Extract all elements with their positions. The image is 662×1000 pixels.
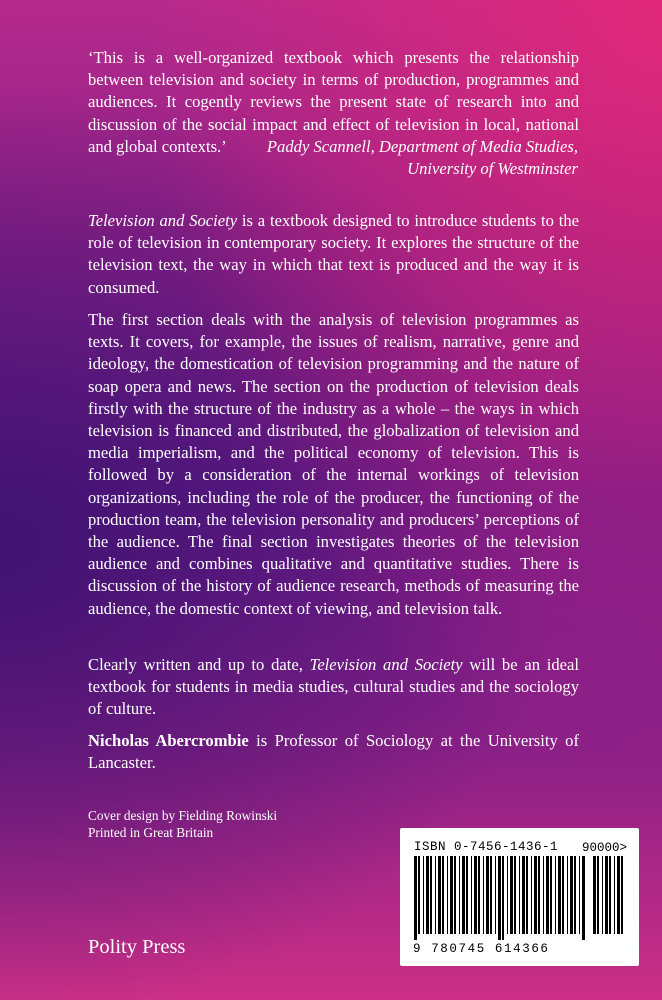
barcode-bar <box>593 856 596 934</box>
barcode-bar <box>486 856 489 934</box>
publisher-name: Polity Press <box>88 936 186 958</box>
barcode-bar <box>522 856 525 934</box>
barcode-bar <box>519 856 520 934</box>
barcode-bar <box>438 856 441 934</box>
supplement-code: 90000> <box>581 841 627 855</box>
author-paragraph <box>88 730 579 774</box>
author-name: Nicholas Abercrombie <box>88 731 249 750</box>
sections-paragraph: The first section deals with the analysis of television programmes as texts. It covers, for example, the issues of realism, narrative, genre and ideology, the domestication of television programming and the nature of soap opera and news. The section on the production of television deals firstly with the structure of the industry as a whole – the ways in which television is financed and distributed, the globalization of television and media imperialism, and the political economy of television. This is followed by a consideration of the internal workings of television organizations, including the role of the producer, the functioning of the production team, the television personality and producers’ perceptions of the audience. The final section investigates theories of the television audience and combines qualitative and quantitative studies. There is discussion of the history of audience research, methods of measuring the audience, the domestic context of viewing, and television talk. <box>88 310 579 618</box>
review-quote: ‘This is a well-organized textbook which presents the relationship between television and society in terms of production, programmes and audiences. It cogently reviews the present state of research into and discussion of the social impact and effect of television in local, national and global contexts.’ <box>88 48 579 156</box>
barcode-bar <box>450 856 453 934</box>
barcode-bar <box>531 856 532 934</box>
barcode-bar <box>502 856 504 940</box>
barcode-bar <box>510 856 513 934</box>
closing-before: Clearly written and up to date, <box>88 655 310 674</box>
barcode-bar <box>602 856 603 934</box>
barcode-bar <box>579 856 580 934</box>
barcode-bar <box>538 856 540 934</box>
supplement-barcode <box>593 856 627 940</box>
barcode-bar <box>514 856 516 934</box>
barcode-bar <box>567 856 568 934</box>
barcode-bar <box>574 856 576 934</box>
closing-after: will be an ideal textbook for students in media studies, cultural studies and the sociology of culture. <box>88 655 580 719</box>
barcode-bar <box>605 856 608 934</box>
closing-paragraph <box>88 654 579 721</box>
barcode-bar <box>597 856 599 934</box>
book-title-italic: Television and Society <box>88 211 238 230</box>
barcode-bar <box>435 856 436 934</box>
barcode-bar <box>495 856 496 934</box>
barcode-bar <box>414 856 417 940</box>
attribution-line-2: University of Westminster <box>407 159 578 179</box>
barcode-bar <box>582 856 585 940</box>
ean-barcode <box>414 856 586 940</box>
barcode-bar <box>543 856 544 934</box>
barcode-bar <box>423 856 424 934</box>
barcode-bar <box>621 856 623 934</box>
intro-paragraph <box>88 210 579 299</box>
barcode-bar <box>426 856 429 934</box>
barcode-bar <box>474 856 477 934</box>
barcode-bar <box>555 856 556 934</box>
barcode-bar <box>447 856 448 934</box>
barcode-bar <box>418 856 420 934</box>
barcode-bar <box>570 856 573 934</box>
barcode-bar <box>478 856 480 934</box>
barcode-bar <box>558 856 561 934</box>
barcode-bar <box>454 856 456 934</box>
book-title-italic-2: Television and Society <box>309 655 463 674</box>
barcode-bar <box>609 856 611 934</box>
quote-attribution <box>267 136 578 180</box>
barcode-bar <box>534 856 537 934</box>
cover-design-credit: Cover design by Fielding Rowinski <box>88 808 278 823</box>
isbn-text: ISBN 0-7456-1436-1 <box>414 840 559 854</box>
barcode-label <box>400 828 639 966</box>
barcode-bar <box>614 856 615 934</box>
barcode-bar <box>442 856 444 934</box>
barcode-bar <box>462 856 465 934</box>
barcode-bar <box>617 856 620 934</box>
barcode-bar <box>483 856 484 934</box>
barcode-bar <box>490 856 492 934</box>
barcode-bar <box>430 856 432 934</box>
barcode-bar <box>498 856 501 940</box>
credits <box>88 807 277 841</box>
barcode-bar <box>471 856 472 934</box>
printed-credit: Printed in Great Britain <box>88 825 214 840</box>
author-text: is Professor of Sociology at the University of Lancaster. <box>88 731 580 773</box>
attribution-line-1: Paddy Scannell, Department of Media Studies, <box>266 137 578 156</box>
intro-text: is a textbook designed to introduce students to the role of television in contemporary society. It explores the structure of the television text, the way in which that text is produced and the way it is consumed. <box>88 211 580 297</box>
barcode-bar <box>466 856 468 934</box>
barcode-bar <box>546 856 549 934</box>
barcode-bar <box>459 856 460 934</box>
barcode-bar <box>507 856 508 934</box>
barcode-bar <box>526 856 528 934</box>
ean-number: 9 780745 614366 <box>413 942 550 956</box>
barcode-bar <box>550 856 552 934</box>
barcode-bar <box>562 856 564 934</box>
